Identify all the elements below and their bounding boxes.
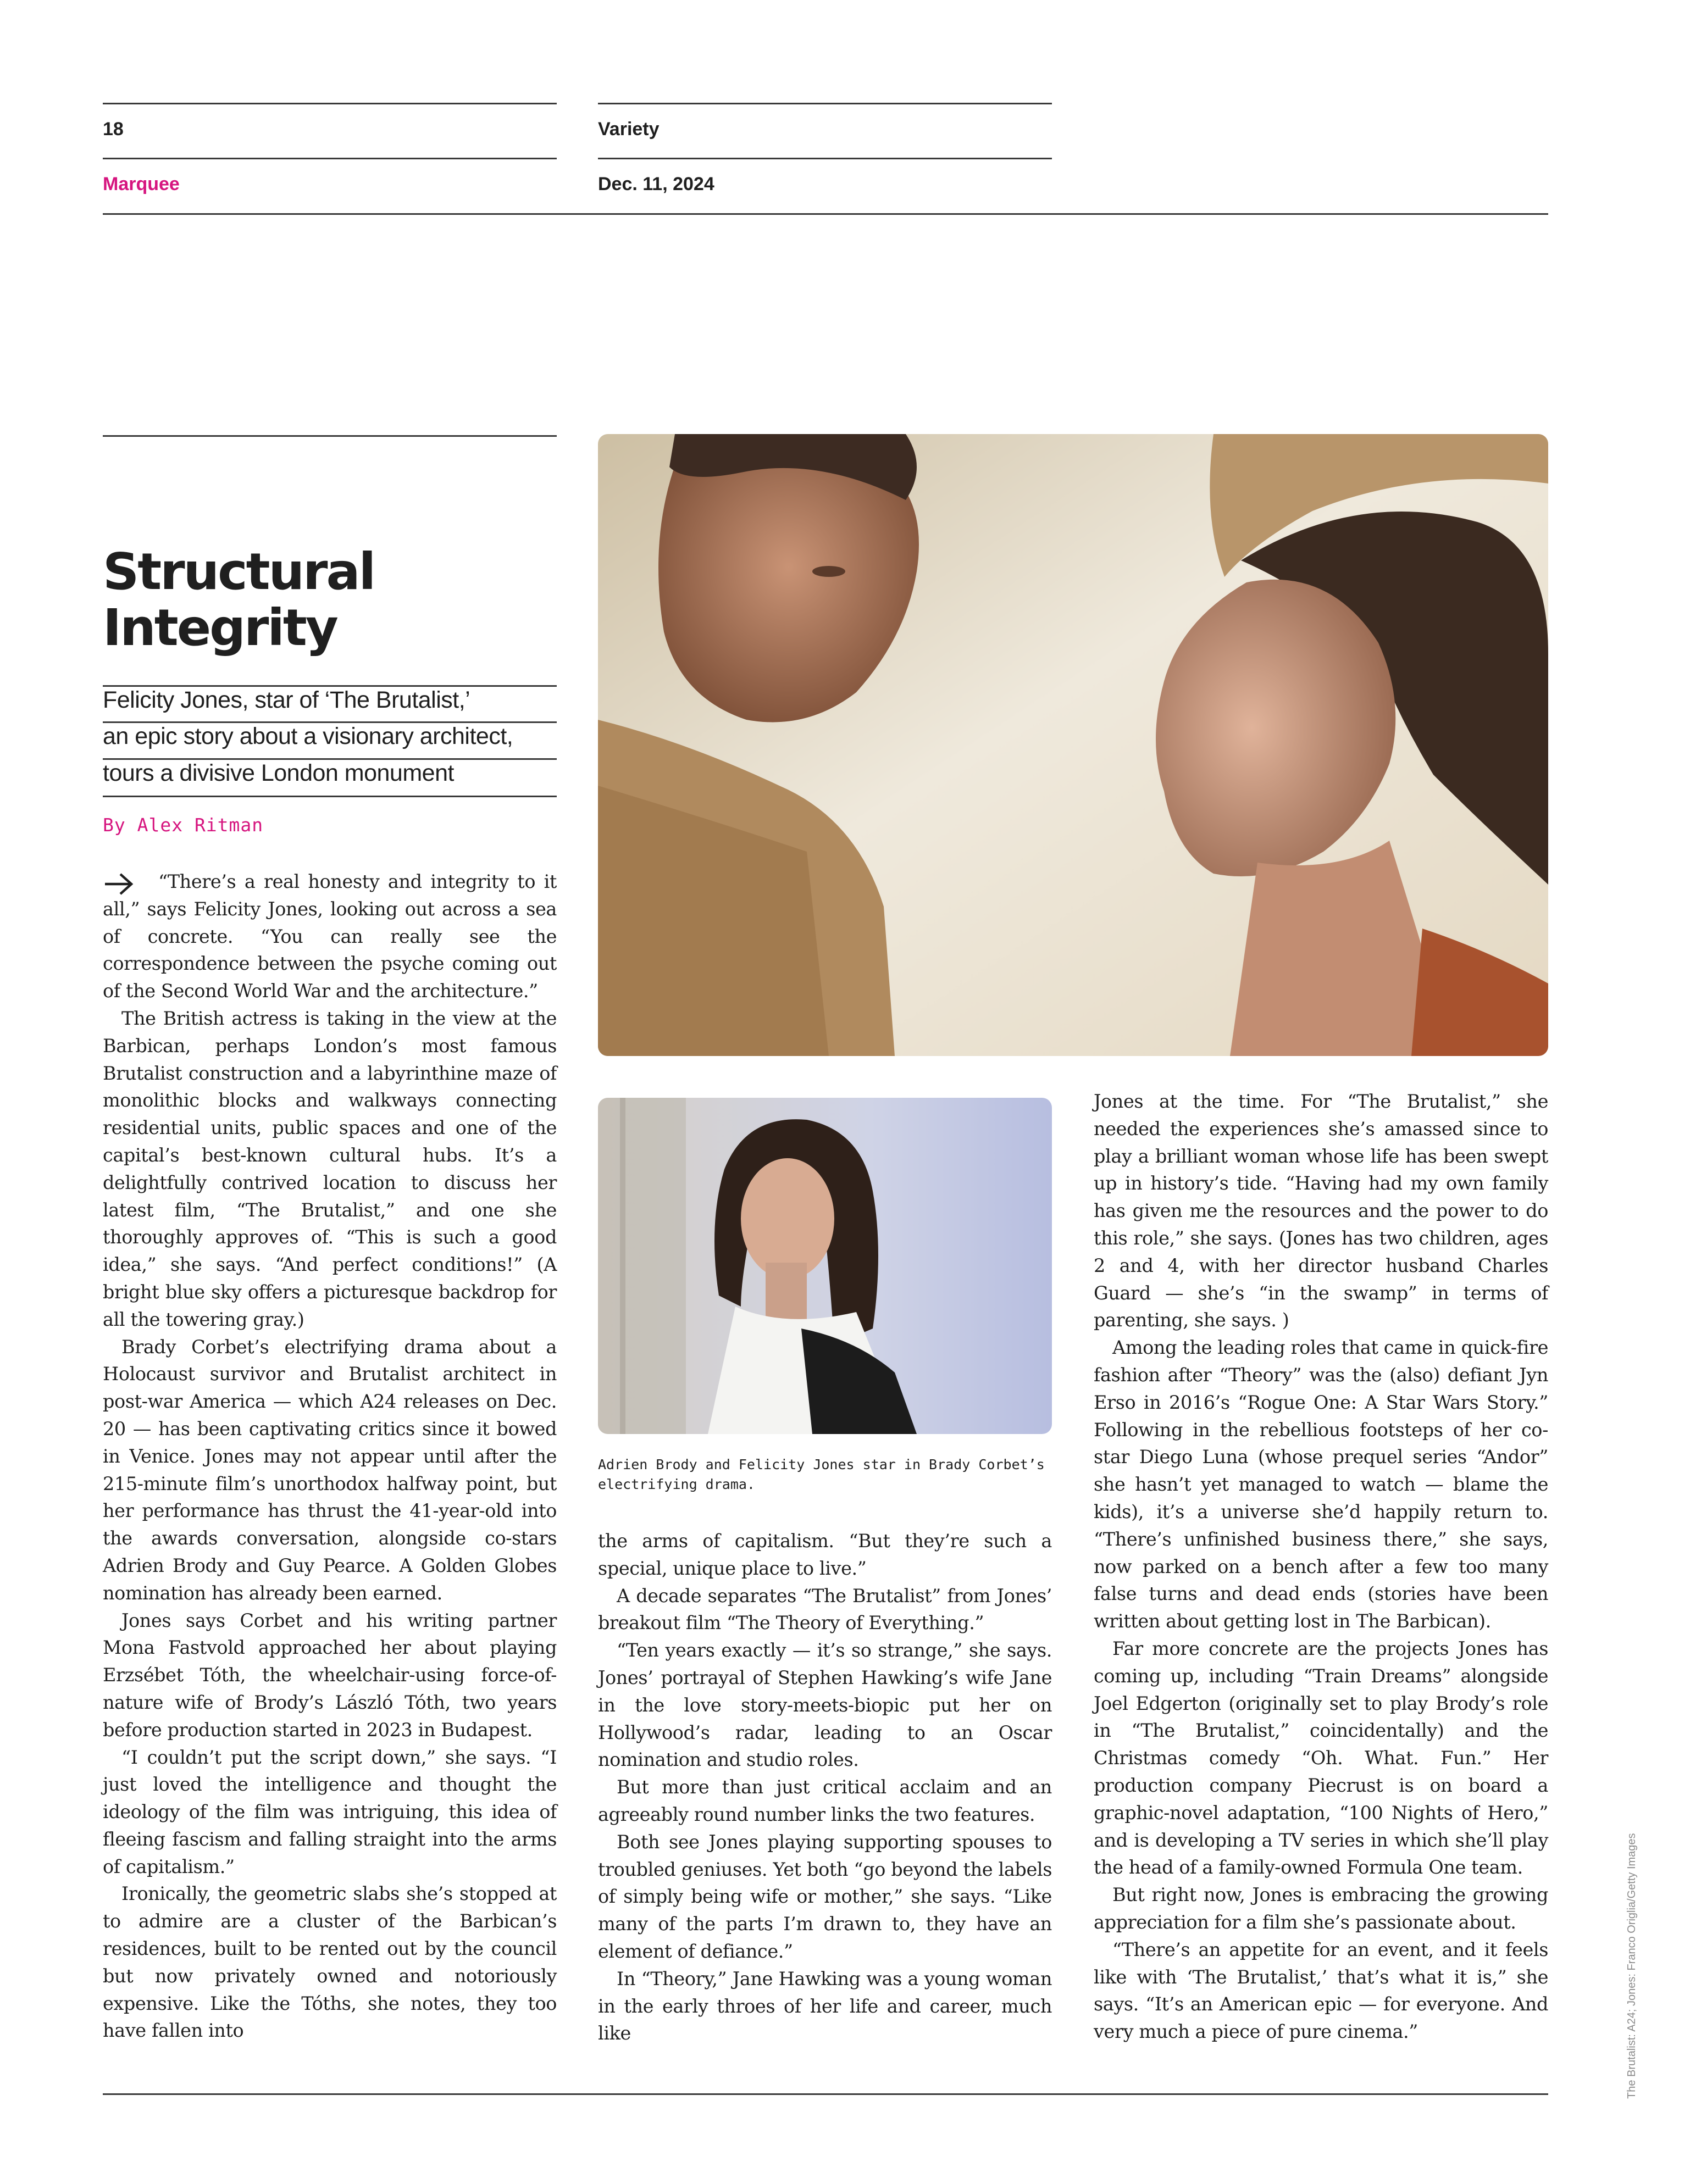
paragraph: A decade separates “The Brutalist” from Jones’ breakout film “The Theory of Everything.” — [598, 1585, 1052, 1634]
paragraph: But right now, Jones is embracing the growing appreciation for a film she’s passionate about. — [1094, 1884, 1548, 1933]
deck-line: an epic story about a visionary architect, — [103, 723, 513, 749]
headline-line: Structural — [103, 542, 375, 601]
photo-caption: Adrien Brody and Felicity Jones star in Brady Corbet’s electrifying drama. — [598, 1457, 1045, 1492]
paragraph: Among the leading roles that came in quick-fire fashion after “Theory” was the (also) defiant Jyn Erso in 2016’s “Rogue One: A Star Wars Story.” Following in the rebellious footsteps of her co-star Diego Luna (whose prequel series “Andor” she hasn’t yet managed to watch — blame the kids), it’s a universe she’d happily return to. “There’s unfinished business there,” she says, now parked on a bench after a few too many false turns and dead ends (stories have been written about getting lost in The Barbican). — [1094, 1337, 1548, 1632]
deck-rule — [103, 796, 557, 797]
section-label: Marquee — [103, 174, 180, 194]
paragraph: The British actress is taking in the view at the Barbican, perhaps London’s most famous Brutalist construction and a labyrinthine maze of monolithic blocks and walkways connecting residential units, public spaces and one of the capital’s best-known cultural hubs. It’s a delightfully contrived location to discuss her latest film, “The Brutalist,” and one she thoroughly approves of. “This is such a good idea,” she says. “And perfect conditions!” (A bright blue sky offers a picturesque backdrop for all the towering gray.) — [103, 1007, 557, 1330]
portrait-photo — [598, 1098, 1052, 1434]
header-rule-bottom — [103, 213, 1548, 215]
paragraph: In “Theory,” Jane Hawking was a young woman in the early throes of her life and career, much like — [598, 1968, 1052, 2044]
photo-credit: The Brutalist: A24; Jones: Franco Origlia/Getty Images — [1626, 1833, 1638, 2099]
headline — [103, 544, 553, 656]
publication-name: Variety — [598, 119, 660, 140]
header-rule-top-left — [103, 103, 557, 104]
byline: By Alex Ritman — [103, 814, 264, 836]
paragraph: Ironically, the geometric slabs she’s stopped at to admire are a cluster of the Barbican’s residences, built to be rented out by the council but now privately owned and notoriously expensive. Like the Tóths, she notes, they too have fallen into — [103, 1883, 557, 2042]
issue-date: Dec. 11, 2024 — [598, 174, 714, 194]
footer-rule — [103, 2093, 1548, 2095]
deck-line: tours a divisive London monument — [103, 760, 454, 786]
paragraph: Both see Jones playing supporting spouses to troubled geniuses. Yet both “go beyond the labels of simply being wife or mother,” she says. “Like many of the parts I’m drawn to, they have an element of defiance.” — [598, 1831, 1052, 1962]
paragraph: “I couldn’t put the script down,” she says. “I just loved the intelligence and thought the ideology of the film was intriguing, this idea of fleeing fascism and falling straight into the arms of capitalism.” — [103, 1746, 557, 1877]
headline-rule-top — [103, 435, 557, 437]
paragraph: Brady Corbet’s electrifying drama about a Holocaust survivor and Brutalist architect in post-war America — which A24 releases on Dec. 20 — has been captivating critics since it bowed in Venice. Jones may not appear until after the 215-minute film’s unorthodox halfway point, but her performance has thrust the 41-year-old into the awards conversation, alongside co-stars Adrien Brody and Guy Pearce. A Golden Globes nomination has already been earned. — [103, 1336, 557, 1604]
header-rule-mid-right — [598, 158, 1052, 159]
header-rule-top-right — [598, 103, 1052, 104]
paragraph: “Ten years exactly — it’s so strange,” she says. Jones’ portrayal of Stephen Hawking’s wife Jane in the love story-meets-biopic put her on Hollywood’s radar, leading to an Oscar nomination and studio roles. — [598, 1640, 1052, 1771]
page-number: 18 — [103, 119, 124, 140]
paragraph: “There’s a real honesty and integrity to it all,” says Felicity Jones, looking out across a sea of concrete. “You can really see the correspondence between the psyche coming out of the Second World War and the architecture.” — [103, 871, 557, 1002]
main-photo — [598, 434, 1548, 1056]
paragraph: “There’s an appetite for an event, and it feels like with ‘The Brutalist,’ that’s what it is,” she says. “It’s an American epic — for everyone. And very much a piece of pure cinema.” — [1094, 1938, 1548, 2043]
paragraph: But more than just critical acclaim and an agreeably round number links the two features. — [598, 1776, 1052, 1825]
paragraph: Jones at the time. For “The Brutalist,” she needed the experiences she’s amassed since to play a brilliant woman whose life has been swept up in history’s tide. “Having had my own family has given me the resources and the power to do this role,” she says. (Jones has two children, ages 2 and 4, with her director husband Charles Guard — she’s “in the swamp” in terms of parenting, she says. ) — [1094, 1091, 1548, 1331]
deck-line: Felicity Jones, star of ‘The Brutalist,’ — [103, 687, 470, 713]
body-column-2 — [598, 1527, 1052, 2047]
body-column-3 — [1094, 1088, 1548, 2046]
paragraph: Far more concrete are the projects Jones has coming up, including “Train Dreams” alongside Joel Edgerton (originally set to play Brody’s role in “The Brutalist,” coincidentally) and the Christmas comedy “Oh. What. Fun.” Her production company Piecrust is on board a graphic-novel adaptation, “100 Nights of Hero,” and is developing a TV series in which she’ll play the head of a family-owned Formula One team. — [1094, 1637, 1548, 1879]
paragraph: Jones says Corbet and his writing partner Mona Fastvold approached her about playing Erzsébet Tóth, the wheelchair-using force-of-nature wife of Brody’s László Tóth, two years before production started in 2023 in Budapest. — [103, 1609, 557, 1741]
headline-line: Integrity — [103, 598, 337, 657]
body-column-1 — [103, 868, 557, 2044]
paragraph: the arms of capitalism. “But they’re such a special, unique place to live.” — [598, 1530, 1052, 1579]
header-rule-mid-left — [103, 158, 557, 159]
